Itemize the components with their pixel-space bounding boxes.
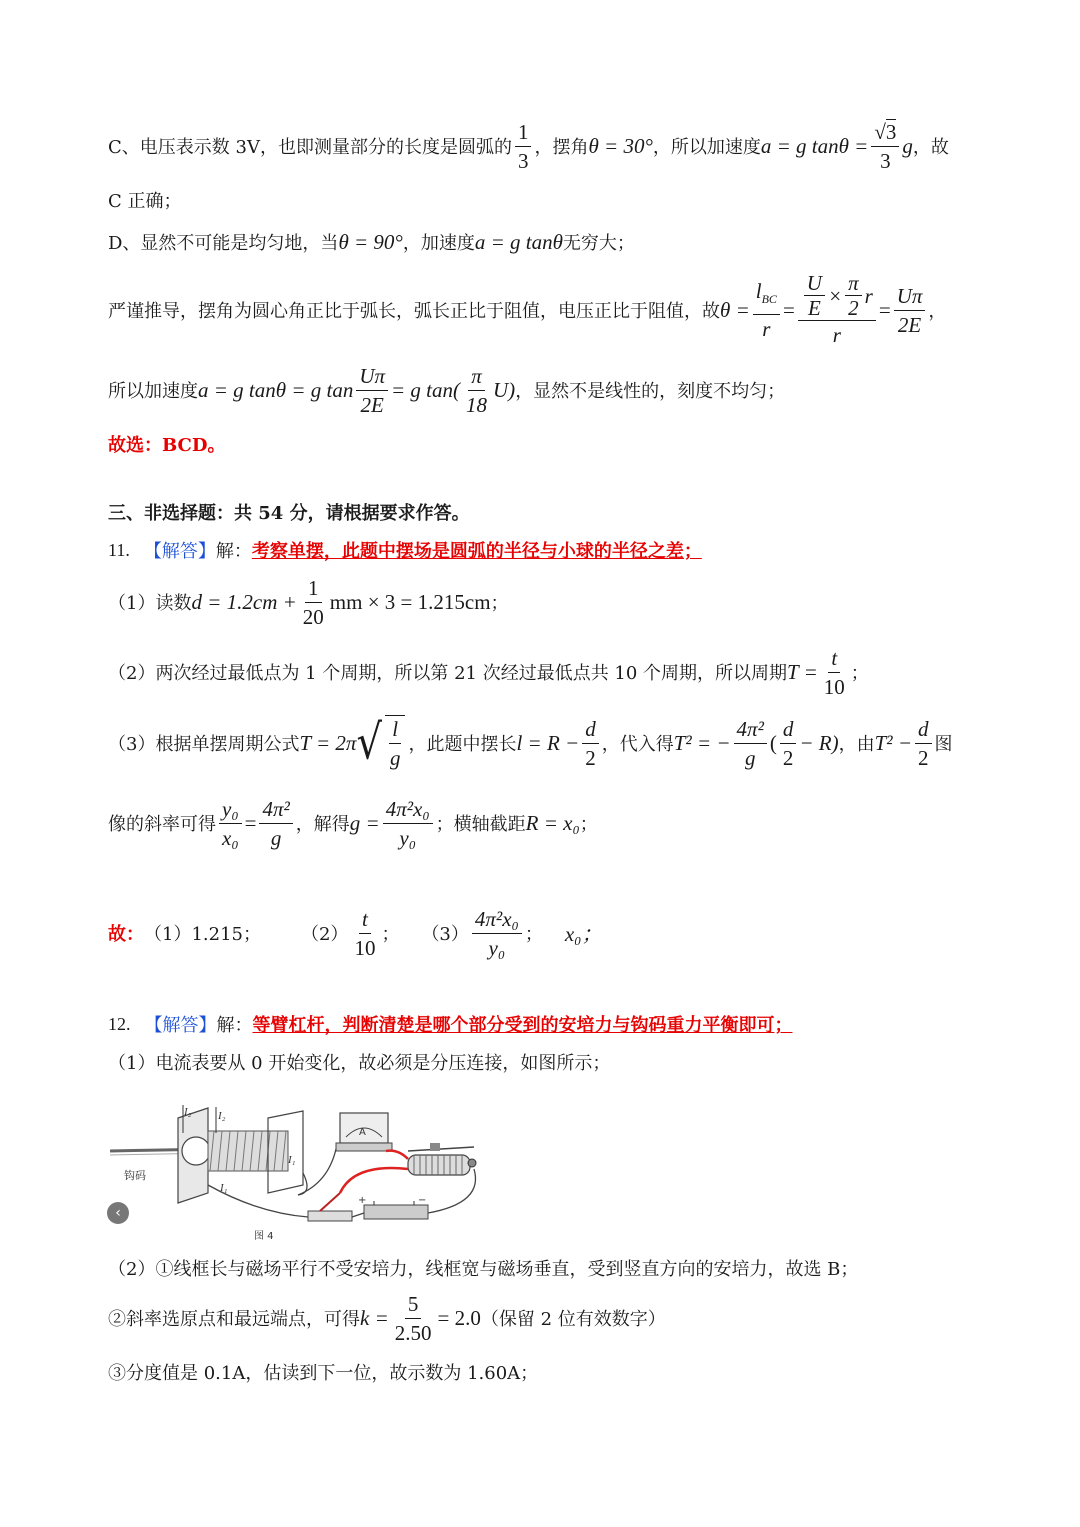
fraction-d-2: [582, 716, 599, 771]
answer-3-end: ；: [524, 924, 543, 945]
frac-den: 10: [354, 935, 376, 960]
circuit-diagram: [108, 1093, 503, 1243]
frac-den: 2E: [360, 392, 384, 417]
part3-text-c: ，代入得: [601, 734, 674, 755]
frac-num: Uπ: [356, 363, 388, 391]
times-sign: ×: [827, 283, 843, 308]
rigorous-text: 严谨推导，摆角为圆心角正比于弧长，弧长正比于阻值，电压正比于阻值，故: [108, 301, 720, 322]
option-d-line: [108, 228, 635, 256]
option-c-line: [108, 118, 949, 174]
fraction-pi-18: [463, 363, 490, 418]
fraction-upi-2e: [356, 363, 388, 418]
frac-den: 2: [782, 745, 794, 770]
sqrt3-value: 3: [885, 119, 897, 144]
theta-equation: θ = 30°: [588, 133, 653, 158]
frac-num: y₀: [219, 796, 242, 824]
frac-num: [798, 272, 876, 321]
option-c-text-d: ，故: [912, 137, 949, 158]
frac-num: d: [915, 716, 932, 744]
fraction-t-10: [351, 906, 378, 961]
equals: =: [244, 810, 257, 835]
prev-icon[interactable]: ‹: [107, 1202, 129, 1224]
fraction-4pi2x0-y0: [383, 796, 433, 851]
frac-num: d: [582, 716, 599, 744]
current-i2-label: I₂: [218, 1110, 226, 1122]
ammeter-label: A: [359, 1127, 366, 1138]
red-wire: [340, 1168, 408, 1193]
fraction-u-e: [804, 272, 825, 319]
q12-part3-text: ②斜率选原点和最远端点，可得: [108, 1309, 360, 1330]
frac-den: 2: [585, 745, 596, 770]
sqrt-l-g: [356, 715, 408, 771]
svg-text:+: +: [358, 1195, 367, 1206]
frac-num: 4π²: [734, 716, 767, 744]
answer-4: x₀；: [564, 922, 603, 946]
fraction-d-2: [915, 716, 932, 771]
q11-hint: 考察单摆，此题中摆场是圆弧的半径与小球的半径之差；: [251, 541, 702, 562]
solenoid-coil: [208, 1131, 288, 1171]
current-i2-label: I₂: [184, 1106, 192, 1118]
question-number: 11.: [108, 539, 130, 560]
option-c-text: C、电压表示数 3V，也即测量部分的长度是圆弧的: [108, 137, 512, 158]
significant-figures-note: （保留 2 位有效数字）: [480, 1309, 666, 1330]
accel-eq-c: U): [493, 377, 516, 402]
q12-header: [108, 1010, 793, 1038]
answer-text: 故选：BCD。: [108, 435, 226, 456]
frac-den: g: [389, 746, 401, 770]
circuit-figure: [108, 1093, 503, 1243]
r-symbol: r: [864, 283, 873, 308]
frac-num: √3: [871, 119, 899, 147]
option-d-text: D、显然不可能是均匀地，当: [108, 233, 339, 254]
frac-den: 2E: [897, 312, 922, 337]
fraction-lbc-r: [753, 278, 780, 341]
part3-eq4: T² −: [874, 730, 913, 755]
fraction-sqrt3-3: [871, 119, 899, 174]
frac-num: d: [780, 716, 797, 744]
red-wire: [386, 1151, 408, 1159]
frac-num: t: [828, 645, 840, 673]
fraction-one-third: [515, 119, 532, 174]
frac-den: x₀: [222, 825, 239, 850]
svg-text:−: −: [418, 1195, 427, 1206]
q12-part3: [108, 1290, 666, 1346]
current-i1-label: I₁: [220, 1182, 228, 1194]
paren-open: (: [769, 730, 777, 755]
l-symbol: l: [755, 279, 762, 304]
fraction-upi-2e: [894, 283, 926, 338]
q12-part1: [108, 1048, 610, 1076]
part3-text-b: ，此题中摆长: [408, 734, 517, 755]
frac-den: 20: [302, 604, 324, 629]
answer-3-label: （3）: [421, 924, 469, 945]
question-number: 12.: [108, 1013, 131, 1034]
q12-part1-text: （1）电流表要从 0 开始变化，故必须是分压连接，如图所示；: [108, 1053, 611, 1074]
part1-eq-b: mm × 3 = 1.215cm: [329, 589, 491, 614]
fraction-nested: [798, 272, 876, 348]
rigorous-line: 严谨推导，摆角为圆心角正比于弧长，弧长正比于阻值，电压正比于阻值，故 θ = $\frac{l_{BC}}{r}$ = $\frac{U}{E}$ × $\frac{\pi}{2}$ r r = $\frac{U\pi}{2E}$ ，: [108, 271, 947, 347]
fraction-4pi2-g: [259, 796, 292, 851]
intercept-eq: R = x₀: [525, 810, 580, 835]
frac-num: U: [804, 272, 825, 296]
section-three-heading: [108, 498, 470, 526]
minus-r: − R): [799, 730, 839, 755]
answer-2-end: ；: [381, 924, 400, 945]
q12-hint: 等臂杠杆，判断清楚是哪个部分受到的安培力与钩码重力平衡即可；: [252, 1015, 793, 1036]
k-value: = 2.0: [437, 1305, 481, 1330]
part3-eq: T = 2π: [299, 730, 357, 755]
accel-eq-b: = g tan(: [391, 377, 461, 402]
part2-text: （2）两次经过最低点为 1 个周期，所以第 21 次经过最低点共 10 个周期，所以周期: [108, 663, 788, 684]
fraction-d-2: [780, 716, 797, 771]
frac-num: 1: [515, 119, 532, 147]
fraction-pi-2: [845, 272, 862, 319]
answer-2-label: （2）: [300, 924, 349, 945]
accel-equation: a = g tanθ: [474, 229, 563, 254]
part3-text: （3）根据单摆周期公式: [108, 734, 300, 755]
k-equals: k =: [360, 1305, 389, 1330]
ammeter: [336, 1113, 392, 1151]
part2-end: ；: [850, 663, 869, 684]
frac-num: π: [845, 272, 862, 296]
q12-part2-text: （2）①线框长与磁场平行不受安培力，线框宽与磁场垂直，受到竖直方向的安培力，故选 B；: [108, 1259, 859, 1280]
part3-eq2: l = R −: [516, 730, 580, 755]
switch: [308, 1193, 352, 1221]
option-c-text-b: ，摆角: [534, 137, 589, 158]
section-heading-text: 三、非选择题：共 54 分，请根据要求作答。: [108, 503, 470, 524]
frac-num: 4π²x₀: [472, 906, 522, 934]
fraction-1-20: [300, 575, 327, 630]
answer-tag: 【解答】: [143, 541, 216, 562]
part4-text: 像的斜率可得: [108, 814, 216, 835]
part4-end: ；: [579, 814, 598, 835]
frac-den: r: [832, 323, 841, 347]
wire: [298, 1149, 336, 1195]
frac-den: 3: [880, 148, 891, 173]
frac-num: [753, 278, 780, 314]
rheostat: [408, 1143, 476, 1175]
wire: [352, 1213, 364, 1217]
frac-num: Uπ: [894, 283, 926, 311]
fraction-l-g: [385, 715, 406, 771]
theta-equation: θ = 90°: [338, 229, 403, 254]
q12-part4-text: ③分度值是 0.1A，估读到下一位，故示数为 1.60A；: [108, 1363, 539, 1384]
part4-text-b: ，解得: [295, 814, 350, 835]
part3-tu: 图: [934, 734, 953, 755]
frac-den: y₀: [488, 935, 506, 960]
option-c-line2: [108, 186, 182, 214]
frac-den: 2: [918, 745, 929, 770]
q11-header: [108, 536, 702, 564]
q11-part3: [108, 712, 953, 774]
weight-label: 钩码: [124, 1169, 146, 1182]
coil-opening: [182, 1137, 210, 1165]
fraction-4pi2x0-y0: [472, 906, 522, 961]
frac-den: 18: [466, 392, 488, 417]
frac-num: 1: [305, 575, 322, 603]
frac-den: r: [762, 316, 771, 341]
part1-end: ；: [490, 593, 509, 614]
q12-part2: [108, 1254, 858, 1282]
option-c-correct: C 正确；: [108, 191, 182, 212]
option-c-text-c: ，所以加速度: [652, 137, 761, 158]
answer-bcd: [108, 430, 225, 458]
solution-label: 解：: [215, 541, 252, 562]
frac-den: y₀: [399, 825, 416, 850]
accel-line: [108, 362, 785, 418]
current-i1-label: I₁: [288, 1154, 296, 1166]
part3-eq3: T² = −: [673, 730, 731, 755]
radical-sign: √: [356, 715, 382, 771]
frac-num: 4π²: [259, 796, 292, 824]
answer-tag: 【解答】: [144, 1015, 217, 1036]
q11-answer: [108, 902, 602, 964]
bc-subscript: BC: [761, 292, 777, 307]
accel-eq-a: a = g tanθ = g tan: [198, 377, 354, 402]
frac-num: 4π²x₀: [383, 796, 433, 824]
figure-label: 图 4: [254, 1231, 274, 1242]
rigorous-end: ，: [928, 301, 947, 322]
fraction-y0-x0: [219, 796, 242, 851]
frac-den: 2.50: [394, 1320, 432, 1345]
answer-label: 故：: [108, 924, 144, 945]
frac-num: π: [468, 363, 485, 391]
accel-text-b: ，显然不是线性的，刻度不均匀；: [515, 381, 786, 402]
frac-den: 2: [848, 296, 859, 320]
part3-text-d: ，由: [838, 734, 875, 755]
frac-num: t: [359, 906, 371, 934]
frac-den: g: [270, 825, 282, 850]
frac-num: 5: [405, 1291, 422, 1319]
accel-equation: a = g tanθ =: [760, 133, 869, 158]
fraction-t-10: [821, 645, 848, 700]
part1-eq: d = 1.2cm +: [191, 589, 297, 614]
part2-eq: T =: [787, 659, 818, 684]
q12-part4: [108, 1358, 538, 1386]
solution-label: 解：: [216, 1015, 253, 1036]
fraction-5-250: [392, 1291, 435, 1346]
g-equals: g =: [349, 810, 380, 835]
g-symbol: g: [902, 133, 913, 158]
q11-part4: [108, 792, 598, 854]
frac-den: 10: [823, 674, 845, 699]
battery: [358, 1195, 428, 1219]
frac-den: 3: [517, 148, 529, 173]
option-d-text-b: ，加速度: [402, 233, 475, 254]
frac-den: E: [807, 296, 821, 320]
frac-num: l: [389, 716, 401, 744]
option-d-text-c: 无穷大；: [562, 233, 635, 254]
accel-text: 所以加速度: [108, 381, 198, 402]
fraction-4pi2-g: [734, 716, 767, 771]
theta-symbol: θ =: [720, 297, 750, 322]
part1-label: （1）读数: [108, 593, 192, 614]
q11-part2: [108, 644, 869, 700]
q11-part1: [108, 574, 509, 630]
frac-den: g: [744, 745, 756, 770]
part4-text-c: ；横轴截距: [435, 814, 526, 835]
answer-1: （1）1.215；: [144, 924, 261, 945]
